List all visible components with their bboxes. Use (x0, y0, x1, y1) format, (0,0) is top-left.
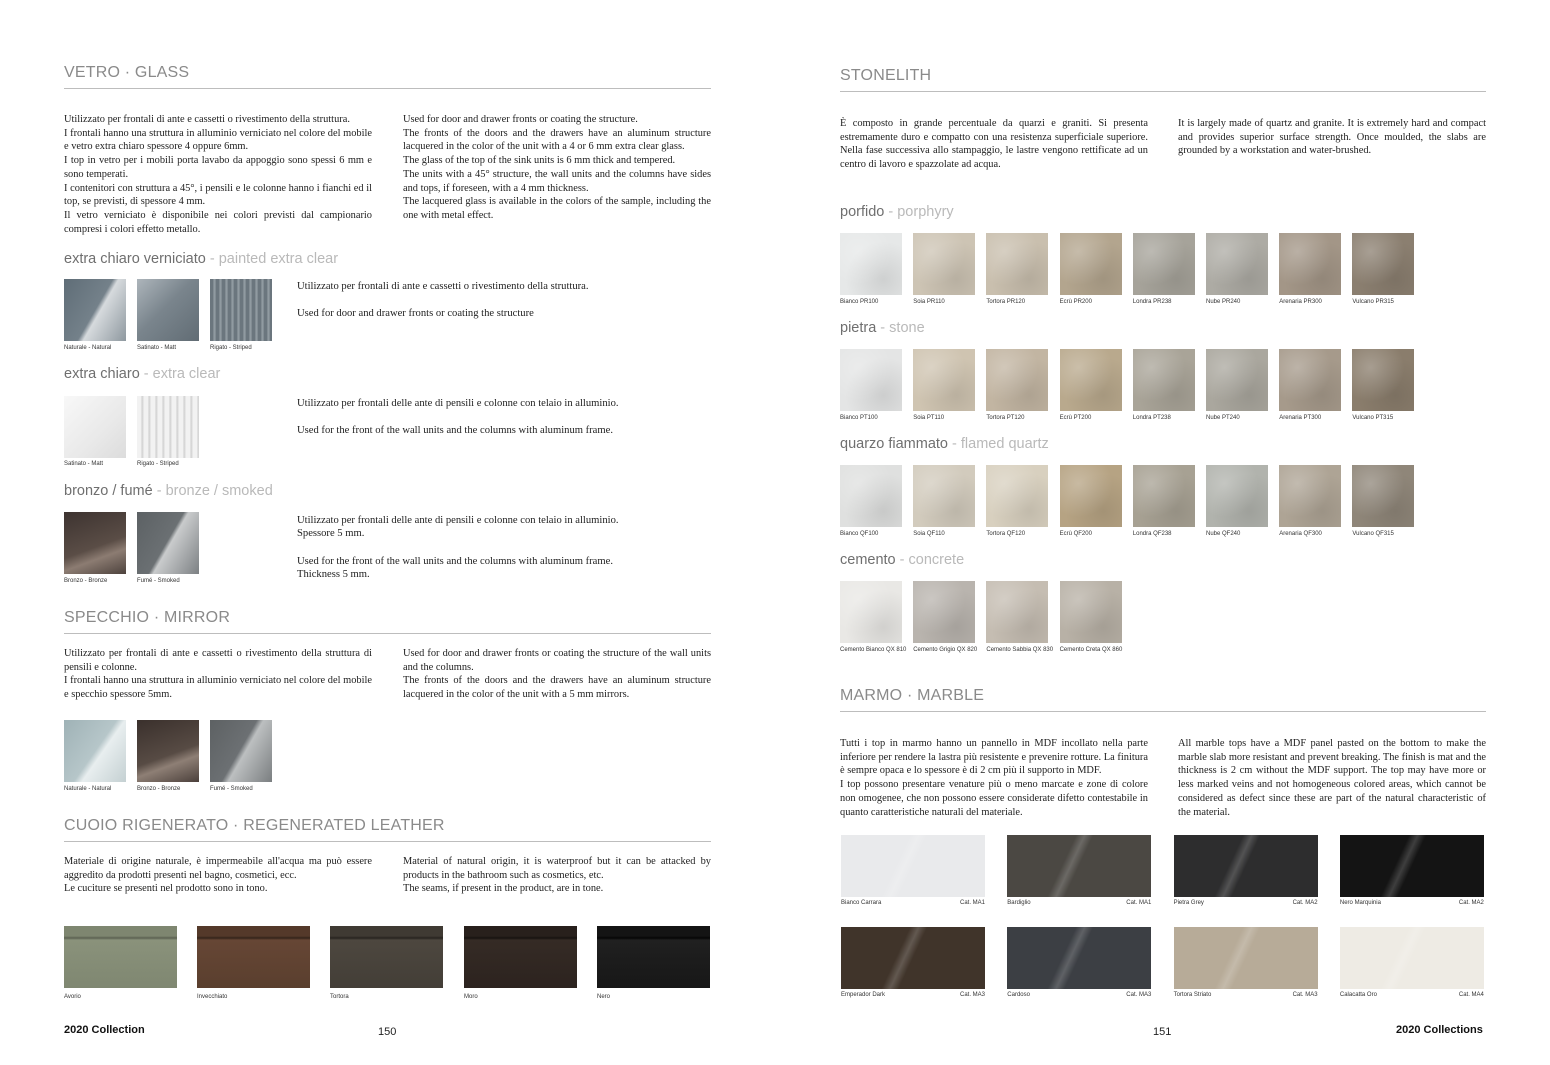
swatch-label: Vulcano QF315 (1352, 531, 1394, 537)
swatch-label: Cemento Sabbia QX 830 (986, 647, 1054, 653)
painted-heading-en: painted extra clear (218, 251, 339, 267)
leather-text-it: Materiale di origine naturale, è impermeabile all'acqua ma può essere aggredito da prodotti presenti nel bagno, cosmetici, ecc. Le cuciture se presenti nel prodotto sono in tono. (64, 856, 372, 895)
swatch-label: Tortora PR120 (986, 299, 1026, 305)
swatch-label: Londra PR238 (1132, 299, 1172, 305)
extra-clear-heading (64, 366, 220, 382)
glass-text-en: Used for door and drawer fronts or coating the structure. The fronts of the doors and the drawers have an aluminum structure lacquered in the color of the unit with a 4 or 6 mm extra clear glass. The glass of the top of the sink units is 6 mm thick and tempered. The units with a 45° structure, the wall units and the columns have sides and tops, if foreseen, with a 4 mm thickness. The lacquered glass is available in the colors of the sample, including the one with metal effect. (403, 114, 711, 221)
swatch-leather-avorio (64, 926, 177, 988)
marble-tile (1007, 927, 1151, 989)
painted-desc-it: Utilizzato per frontali di ante e cassetti o rivestimento della struttura. (297, 281, 589, 292)
marble-category: Cat. MA3 (959, 992, 985, 998)
marble-text-en: All marble tops have a MDF panel pasted on the bottom to make the marble slab more resistant and prevent breaking. The finish is mat and the thickness is 2 cm without the MDF support. The top may have more or less marked veins and not homogeneous colored areas, which cannot be considered as defect since these are part of the natural characteristic of the material. (1178, 738, 1486, 818)
swatch-leather-tortora (330, 926, 443, 988)
bronze-desc-en-2: Thickness 5 mm. (297, 569, 370, 580)
mirror-text-it: Utilizzato per frontali di ante e cassetti o rivestimento della struttura di pensili e colonne. I frontali hanno una struttura in alluminio verniciato nel colore del mobile e specchio spessore 5mm. (64, 648, 372, 701)
swatch-tile (840, 233, 902, 295)
cemento-heading-en: concrete (908, 552, 965, 568)
swatch-tile (1352, 465, 1414, 527)
pietra-heading-en: stone (889, 320, 925, 336)
marble-category: Cat. MA2 (1458, 900, 1484, 906)
bronze-desc-en-1: Used for the front of the wall units and the columns with aluminum frame. (297, 556, 613, 567)
swatch-label: Bianco PR100 (840, 299, 879, 305)
swatch-mirror-bronze (137, 720, 199, 782)
marble-category: Cat. MA2 (1292, 900, 1318, 906)
swatch-label: Bianco QF100 (840, 531, 879, 537)
swatch-label: Fumé - Smoked (137, 578, 180, 584)
swatch-tile (1279, 465, 1341, 527)
page-number-right: 151 (1153, 1026, 1172, 1038)
swatch-tile (913, 465, 975, 527)
swatch-label: Londra QF238 (1132, 531, 1172, 537)
swatch-tile (986, 465, 1048, 527)
extra-desc-en: Used for the front of the wall units and the columns with aluminum frame. (297, 425, 613, 436)
painted-heading-sep: - (205, 251, 219, 267)
cemento-heading-sep: - (895, 552, 909, 568)
swatch-bronze (64, 512, 126, 574)
swatch-tile (1060, 465, 1122, 527)
swatch-leather-moro (464, 926, 577, 988)
swatch-label: Nero (597, 994, 611, 1000)
swatch-label: Fumé - Smoked (210, 786, 253, 792)
swatch-label: Arenaria QF300 (1279, 531, 1322, 537)
swatch-label: Avorio (64, 994, 81, 1000)
swatch-tile (840, 349, 902, 411)
quarzo-heading-it: quarzo fiammato (840, 436, 948, 452)
swatch-tile (1206, 465, 1268, 527)
swatch-label: Vulcano PR315 (1352, 299, 1394, 305)
swatch-tile (1060, 233, 1122, 295)
swatch-painted-matt (137, 279, 199, 341)
marble-category: Cat. MA1 (959, 900, 985, 906)
mirror-rule (64, 633, 711, 634)
swatch-label: Tortora (330, 994, 349, 1000)
swatch-label: Nube PT240 (1206, 415, 1240, 421)
swatch-label: Rigato - Striped (210, 345, 252, 351)
glass-title: VETRO · GLASS (64, 64, 190, 81)
swatch-label: Satinato - Matt (137, 345, 177, 351)
marble-category: Cat. MA4 (1458, 992, 1484, 998)
marble-title: MARMO · MARBLE (840, 687, 985, 704)
swatch-tile (1133, 233, 1195, 295)
swatch-tile (1352, 233, 1414, 295)
swatch-tile (1133, 465, 1195, 527)
marble-rule (840, 711, 1486, 712)
swatch-label: Naturale - Natural (64, 345, 112, 351)
pietra-heading-it: pietra (840, 320, 877, 336)
swatch-tile (1060, 581, 1122, 643)
marble-text-it: Tutti i top in marmo hanno un pannello in MDF incollato nella parte inferiore per rendere la lastra più resistente e prevenire rotture. La finitura è sempre opaca e lo spessore è di 2 cm più il supporto in MDF. I top possono presentare venature più o meno marcate e zone di colore non omogenee, che non possono essere considerate difetto contestabile in quanto caratteristiche naturali del materiale. (840, 738, 1148, 818)
swatch-label: Nube PR240 (1206, 299, 1241, 305)
swatch-tile (913, 581, 975, 643)
swatch-label: Ecrù PT200 (1059, 415, 1092, 421)
swatch-extra-striped (137, 396, 199, 458)
swatch-label: Arenaria PT300 (1279, 415, 1322, 421)
stonelith-text-en: It is largely made of quartz and granite. It is extremely hard and compact and provides superior surface strength. Once moulded, the slabs are grounded by a workstation and water-brushed. (1178, 118, 1486, 157)
swatch-mirror-natural (64, 720, 126, 782)
marble-label: Tortora Striato (1173, 992, 1212, 998)
swatch-label: Satinato - Matt (64, 461, 104, 467)
marble-tile (1174, 835, 1318, 897)
swatch-label: Bronzo - Bronze (137, 786, 181, 792)
swatch-label: Cemento Grigio QX 820 (913, 647, 978, 653)
stonelith-rule (840, 91, 1486, 92)
swatch-tile (986, 581, 1048, 643)
marble-label: Pietra Grey (1173, 900, 1204, 906)
extra-heading-en: extra clear (152, 366, 221, 382)
swatch-tile (840, 581, 902, 643)
porfido-heading (840, 204, 954, 220)
extra-heading-sep: - (139, 366, 153, 382)
leather-rule (64, 841, 711, 842)
porfido-heading-sep: - (884, 204, 898, 220)
swatch-label: Tortora PT120 (986, 415, 1025, 421)
swatch-mirror-smoked (210, 720, 272, 782)
bronze-desc-it-2: Spessore 5 mm. (297, 528, 365, 539)
bronze-heading-it: bronzo / fumé (64, 483, 153, 499)
swatch-label: Invecchiato (197, 994, 228, 1000)
marble-label: Bardiglio (1007, 900, 1031, 906)
bronze-smoked-heading (64, 483, 273, 499)
quarzo-heading-sep: - (948, 436, 961, 452)
swatch-label: Soia PT110 (913, 415, 945, 421)
marble-category: Cat. MA3 (1292, 992, 1318, 998)
leather-text-en: Material of natural origin, it is waterproof but it can be attacked by products in the bathroom such as cosmetics, etc. The seams, if present in the product, are in tone. (403, 856, 711, 895)
leather-title: CUOIO RIGENERATO · REGENERATED LEATHER (64, 817, 445, 834)
cemento-heading (840, 552, 964, 568)
footer-collection-right: 2020 Collections (1396, 1024, 1483, 1036)
painted-extra-clear-heading (64, 251, 338, 267)
stonelith-text-it: È composto in grande percentuale da quarzi e graniti. Si presenta estremamente duro e compatto con una resistenza superficiale superiore. Nella fase successiva allo stampaggio, le lastre vengono rettificate ad un centro di lavoro e spazzolate ad acqua. (840, 118, 1148, 171)
swatch-label: Rigato - Striped (137, 461, 179, 467)
swatch-label: Londra PT238 (1132, 415, 1171, 421)
marble-tile (1340, 835, 1484, 897)
swatch-painted-striped (210, 279, 272, 341)
swatch-label: Moro (464, 994, 478, 1000)
glass-text-it: Utilizzato per frontali di ante e cassetti o rivestimento della struttura. I frontali hanno una struttura in alluminio verniciato nel colore del mobile e vetro extra chiaro spessore 4 oppure 6mm. I top in vetro per i mobili porta lavabo da appoggio sono spessi 6 mm e sono temperati. I contenitori con struttura a 45°, i pensili e le colonne hanno i fianchi ed il top, se previsti, di spessore 4 mm. Il vetro verniciato è disponibile nei colori previsti dal campionario compresi i colori effetto metallo. (64, 114, 372, 235)
swatch-label: Soia QF110 (913, 531, 945, 537)
bronze-heading-sep: - (152, 483, 166, 499)
swatch-tile (913, 233, 975, 295)
swatch-label: Tortora QF120 (986, 531, 1026, 537)
swatch-tile (986, 233, 1048, 295)
pietra-heading-sep: - (876, 320, 890, 336)
cemento-heading-it: cemento (840, 552, 896, 568)
page-number-left: 150 (378, 1026, 397, 1038)
bronze-desc-it-1: Utilizzato per frontali delle ante di pensili e colonne con telaio in alluminio. (297, 515, 619, 526)
marble-label: Cardoso (1007, 992, 1030, 998)
swatch-label: Ecrù QF200 (1059, 531, 1092, 537)
marble-label: Nero Marquinia (1339, 900, 1381, 906)
stonelith-title: STONELITH (840, 67, 932, 84)
swatch-tile (913, 349, 975, 411)
swatch-smoked (137, 512, 199, 574)
mirror-text-en: Used for door and drawer fronts or coating the structure of the wall units and the columns. The fronts of the doors and the drawers have an aluminum structure lacquered in the color of the unit with a 5 mm mirrors. (403, 648, 711, 701)
swatch-label: Naturale - Natural (64, 786, 112, 792)
swatch-label: Nube QF240 (1206, 531, 1241, 537)
marble-tile (1340, 927, 1484, 989)
glass-rule (64, 88, 711, 89)
swatch-tile (1060, 349, 1122, 411)
marble-label: Calacatta Oro (1339, 992, 1377, 998)
swatch-label: Bianco PT100 (840, 415, 878, 421)
marble-category: Cat. MA3 (1126, 992, 1152, 998)
swatch-tile (1352, 349, 1414, 411)
swatch-tile (1206, 349, 1268, 411)
quarzo-heading (840, 436, 1049, 452)
swatch-extra-matt (64, 396, 126, 458)
marble-category: Cat. MA1 (1126, 900, 1152, 906)
swatch-tile (1206, 233, 1268, 295)
swatch-label: Ecrù PR200 (1059, 299, 1092, 305)
porfido-heading-it: porfido (840, 204, 885, 220)
swatch-label: Vulcano PT315 (1352, 415, 1394, 421)
swatch-leather-nero (597, 926, 710, 988)
swatch-label: Soia PR110 (913, 299, 945, 305)
marble-tile (841, 835, 985, 897)
painted-heading-it: extra chiaro verniciato (64, 251, 206, 267)
swatch-tile (986, 349, 1048, 411)
marble-label: Bianco Carrara (841, 900, 882, 906)
marble-tile (841, 927, 985, 989)
swatch-tile (840, 465, 902, 527)
swatch-label: Arenaria PR300 (1279, 299, 1322, 305)
extra-heading-it: extra chiaro (64, 366, 140, 382)
marble-tile (1174, 927, 1318, 989)
bronze-heading-en: bronze / smoked (165, 483, 273, 499)
swatch-tile (1133, 349, 1195, 411)
swatch-tile (1279, 349, 1341, 411)
mirror-title: SPECCHIO · MIRROR (64, 609, 231, 626)
painted-desc-en: Used for door and drawer fronts or coating the structure (297, 308, 534, 319)
marble-label: Emperador Dark (841, 992, 886, 998)
swatch-painted-natural (64, 279, 126, 341)
swatch-tile (1279, 233, 1341, 295)
swatch-label: Bronzo - Bronze (64, 578, 108, 584)
footer-collection-left: 2020 Collection (64, 1024, 145, 1036)
quarzo-heading-en: flamed quartz (960, 436, 1049, 452)
swatch-label: Cemento Bianco QX 810 (840, 647, 907, 653)
pietra-heading (840, 320, 925, 336)
swatch-label: Cemento Creta QX 860 (1059, 647, 1123, 653)
marble-tile (1007, 835, 1151, 897)
extra-desc-it: Utilizzato per frontali delle ante di pensili e colonne con telaio in alluminio. (297, 398, 619, 409)
porfido-heading-en: porphyry (897, 204, 954, 220)
swatch-leather-invecchiato (197, 926, 310, 988)
